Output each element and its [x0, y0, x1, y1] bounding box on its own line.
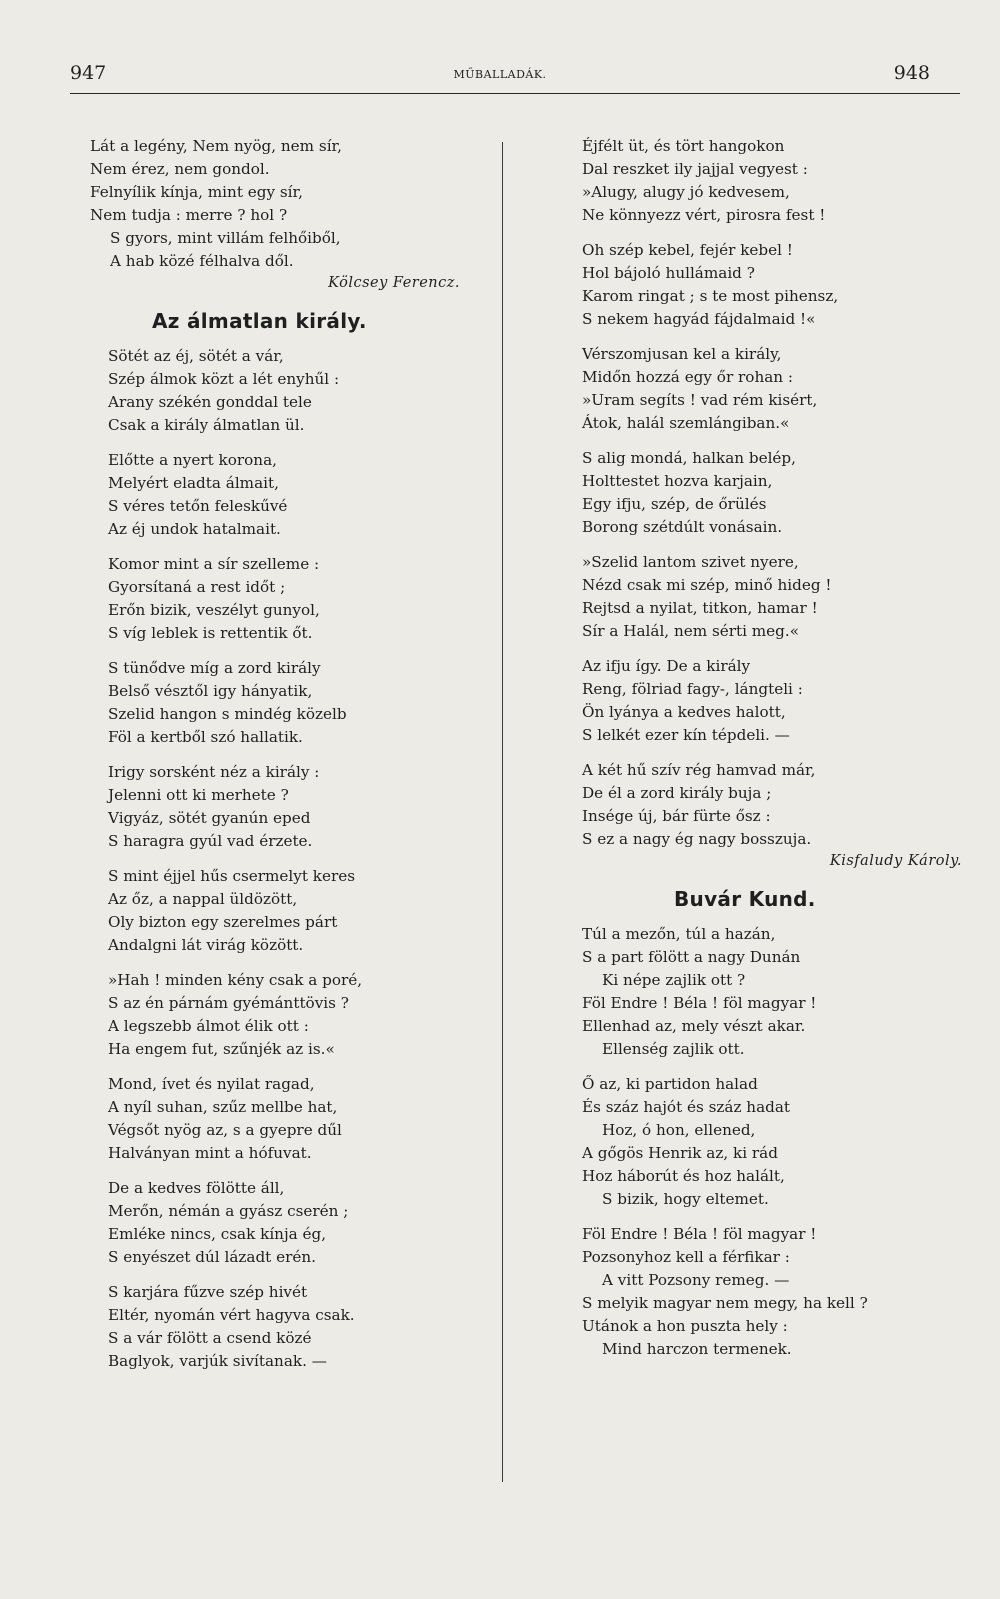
- verse-line: Ő az, ki partidon halad: [582, 1075, 758, 1093]
- stanza: [582, 447, 952, 539]
- verse-line: S a vár fölött a csend közé: [108, 1329, 312, 1347]
- verse-line: Éjfélt üt, és tört hangokon: [582, 137, 785, 155]
- verse-line: Eltér, nyomán vért hagyva csak.: [108, 1306, 355, 1324]
- verse-line: »Szelid lantom szivet nyere,: [582, 553, 799, 571]
- verse-line: Mind harczon termenek.: [602, 1340, 792, 1358]
- verse-line: Ellenhad az, mely vészt akar.: [582, 1017, 806, 1035]
- verse-line: Mond, ívet és nyilat ragad,: [108, 1075, 315, 1093]
- poem-body: [582, 923, 952, 1361]
- verse-line: Oh szép kebel, fejér kebel !: [582, 241, 793, 259]
- stanza: [582, 135, 952, 227]
- verse-line: Ön lyánya a kedves halott,: [582, 703, 786, 721]
- verse-line: Nem érez, nem gondol.: [90, 160, 270, 178]
- verse-line: A nyíl suhan, szűz mellbe hat,: [108, 1098, 338, 1116]
- author-signature: Kisfaludy Károly.: [829, 853, 962, 869]
- stanza: [582, 923, 952, 1061]
- verse-line: Baglyok, varjúk sivítanak. —: [108, 1352, 327, 1370]
- verse-line: S tünődve míg a zord király: [108, 659, 321, 677]
- stanza: [582, 1223, 952, 1361]
- column-divider: [502, 142, 503, 1482]
- author-signature: Kölcsey Ferencz.: [328, 275, 460, 291]
- verse-line: A vitt Pozsony remeg. —: [602, 1271, 790, 1289]
- verse-line: Ne könnyezz vért, pirosra fest !: [582, 206, 826, 224]
- verse-line: S a part fölött a nagy Dunán: [582, 948, 801, 966]
- verse-line: Átok, halál szemlángiban.«: [582, 414, 790, 432]
- verse-line: A két hű szív rég hamvad már,: [582, 761, 816, 779]
- verse-line: Túl a mezőn, túl a hazán,: [582, 925, 776, 943]
- page-number-left: 947: [70, 62, 107, 84]
- verse-line: »Alugy, alugy jó kedvesem,: [582, 183, 790, 201]
- verse-line: S bizik, hogy eltemet.: [602, 1190, 769, 1208]
- verse-line: Szép álmok közt a lét enyhűl :: [108, 370, 340, 388]
- verse-line: Ki népe zajlik ott ?: [602, 971, 746, 989]
- verse-line: »Uram segíts ! vad rém kisért,: [582, 391, 818, 409]
- verse-line: De él a zord király buja ;: [582, 784, 772, 802]
- verse-line: Rejtsd a nyilat, titkon, hamar !: [582, 599, 818, 617]
- verse-line: Az ifju így. De a király: [582, 657, 751, 675]
- stanza: [108, 761, 460, 853]
- verse-line: Utánok a hon puszta hely :: [582, 1317, 788, 1335]
- verse-line: Hoz háborút és hoz halált,: [582, 1167, 785, 1185]
- header-rule: [70, 93, 960, 94]
- page-header: [70, 58, 930, 88]
- stanza: [108, 969, 460, 1061]
- verse-line: Sír a Halál, nem sérti meg.«: [582, 622, 800, 640]
- verse-line: Reng, fölriad fagy-, lángteli :: [582, 680, 803, 698]
- verse-line: Lát a legény, Nem nyög, nem sír,: [90, 137, 342, 155]
- stanza: [582, 239, 952, 331]
- running-title: MŰBALLADÁK.: [453, 68, 547, 81]
- verse-line: S víg leblek is rettentik őt.: [108, 624, 313, 642]
- verse-line: S az én párnám gyémánttövis ?: [108, 994, 349, 1012]
- right-column: [582, 135, 962, 1373]
- verse-line: Vigyáz, sötét gyanún eped: [108, 809, 311, 827]
- verse-line: A gőgös Henrik az, ki rád: [582, 1144, 778, 1162]
- verse-line: Egy ifju, szép, de őrülés: [582, 495, 767, 513]
- verse-line: Melyért eladta álmait,: [108, 474, 279, 492]
- verse-line: Az éj undok hatalmait.: [108, 520, 281, 538]
- verse-line: Nem tudja : merre ? hol ?: [90, 206, 288, 224]
- stanza: [582, 551, 952, 643]
- verse-line: Gyorsítaná a rest időt ;: [108, 578, 286, 596]
- poem-title: Buvár Kund.: [674, 887, 816, 911]
- verse-line: Végsőt nyög az, s a gyepre dűl: [108, 1121, 342, 1139]
- verse-line: S nekem hagyád fájdalmaid !«: [582, 310, 816, 328]
- verse-line: Insége új, bár fürte ősz :: [582, 807, 771, 825]
- verse-line: Merőn, némán a gyász cserén ;: [108, 1202, 349, 1220]
- verse-line: Föl Endre ! Béla ! föl magyar !: [582, 994, 817, 1012]
- verse-line: A hab közé félhalva dől.: [110, 252, 294, 270]
- stanza: [582, 1073, 952, 1211]
- verse-line: Jelenni ott ki merhete ?: [108, 786, 289, 804]
- verse-line: De a kedves fölötte áll,: [108, 1179, 285, 1197]
- verse-line: S lelkét ezer kín tépdeli. —: [582, 726, 790, 744]
- verse-line: Előtte a nyert korona,: [108, 451, 277, 469]
- stanza: [582, 655, 952, 747]
- stanza: [108, 1177, 460, 1269]
- stanza: [108, 553, 460, 645]
- verse-line: Pozsonyhoz kell a férfikar :: [582, 1248, 790, 1266]
- verse-line: Holttestet hozva karjain,: [582, 472, 773, 490]
- verse-line: Belső vésztől igy hányatik,: [108, 682, 313, 700]
- verse-line: S alig mondá, halkan belép,: [582, 449, 796, 467]
- stanza: [108, 657, 460, 749]
- stanza: [108, 345, 460, 437]
- stanza: [108, 1281, 460, 1373]
- verse-line: S ez a nagy ég nagy bosszuja.: [582, 830, 812, 848]
- verse-line: Karom ringat ; s te most pihensz,: [582, 287, 839, 305]
- verse-line: S véres tetőn feleskűvé: [108, 497, 288, 515]
- verse-line: »Hah ! minden kény csak a poré,: [108, 971, 363, 989]
- verse-line: S melyik magyar nem megy, ha kell ?: [582, 1294, 868, 1312]
- verse-line: S mint éjjel hűs csermelyt keres: [108, 867, 356, 885]
- stanza: [582, 759, 952, 851]
- verse-line: Szelid hangon s mindég közelb: [108, 705, 347, 723]
- stanza: [108, 1073, 460, 1165]
- verse-line: Csak a király álmatlan ül.: [108, 416, 305, 434]
- verse-line: S gyors, mint villám felhőiből,: [110, 229, 341, 247]
- verse-line: S karjára fűzve szép hivét: [108, 1283, 308, 1301]
- verse-line: A legszebb álmot élik ott :: [108, 1017, 309, 1035]
- verse-line: Ha engem fut, szűnjék az is.«: [108, 1040, 335, 1058]
- verse-line: Borong szétdúlt vonásain.: [582, 518, 783, 536]
- verse-line: Halványan mint a hófuvat.: [108, 1144, 312, 1162]
- verse-line: És száz hajót és száz hadat: [582, 1098, 791, 1116]
- verse-line: Dal reszket ily jajjal vegyest :: [582, 160, 808, 178]
- verse-line: Föl a kertből szó hallatik.: [108, 728, 303, 746]
- verse-line: S enyészet dúl lázadt erén.: [108, 1248, 316, 1266]
- stanza: [108, 449, 460, 541]
- verse-line: Arany székén gonddal tele: [108, 393, 312, 411]
- stanza: [582, 343, 952, 435]
- verse-line: Erőn bizik, veszélyt gunyol,: [108, 601, 320, 619]
- poem-body: [582, 135, 952, 851]
- verse-line: Midőn hozzá egy őr rohan :: [582, 368, 794, 386]
- verse-line: Hoz, ó hon, ellened,: [602, 1121, 756, 1139]
- verse-line: Oly bizton egy szerelmes párt: [108, 913, 338, 931]
- verse-line: Ellenség zajlik ott.: [602, 1040, 745, 1058]
- verse-line: Hol bájoló hullámaid ?: [582, 264, 755, 282]
- verse-line: S haragra gyúl vad érzete.: [108, 832, 313, 850]
- verse-line: Föl Endre ! Béla ! föl magyar !: [582, 1225, 817, 1243]
- stanza: [108, 865, 460, 957]
- page-number-right: 948: [893, 62, 930, 84]
- verse-line: Vérszomjusan kel a király,: [582, 345, 782, 363]
- verse-line: Felnyílik kínja, mint egy sír,: [90, 183, 303, 201]
- verse-line: Emléke nincs, csak kínja ég,: [108, 1225, 327, 1243]
- stanza: [90, 135, 460, 273]
- verse-line: Sötét az éj, sötét a vár,: [108, 347, 284, 365]
- verse-line: Nézd csak mi szép, minő hideg !: [582, 576, 832, 594]
- verse-line: Komor mint a sír szelleme :: [108, 555, 320, 573]
- verse-line: Az őz, a nappal üldözött,: [108, 890, 298, 908]
- poem-body: [90, 345, 460, 1373]
- left-column: [90, 135, 460, 1385]
- verse-line: Andalgni lát virág között.: [108, 936, 304, 954]
- poem-title: Az álmatlan király.: [152, 309, 367, 333]
- verse-line: Irigy sorsként néz a király :: [108, 763, 320, 781]
